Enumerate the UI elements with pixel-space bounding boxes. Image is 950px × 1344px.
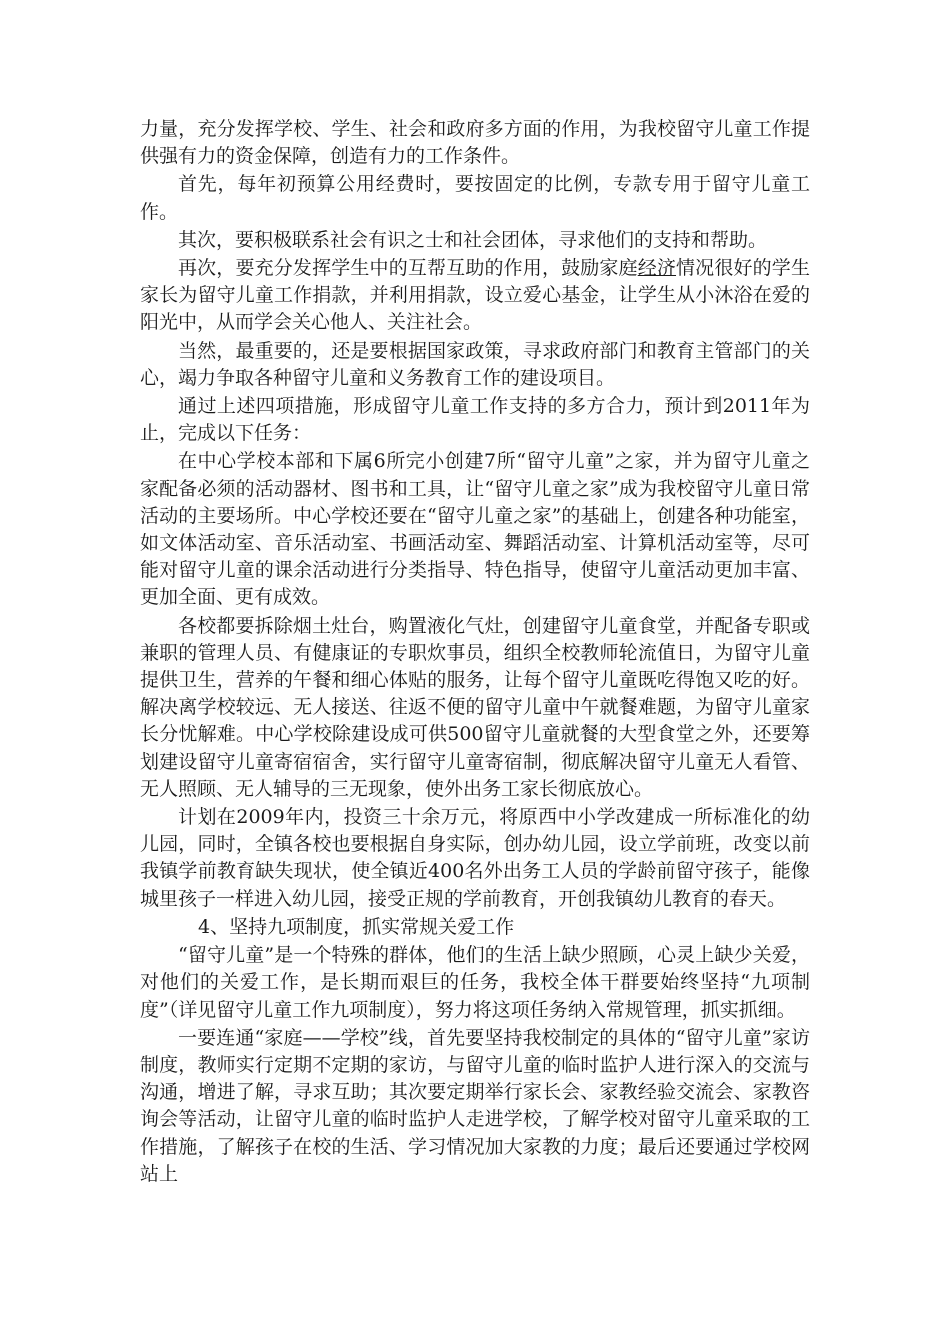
section-heading-4: 4、坚持九项制度，抓实常规关爱工作	[198, 915, 515, 938]
paragraph-third-measure-end: 情况很好的学生家长为留守儿童工作捐款，并利用捐款，设立爱心基金，让学生从小沐浴在爱的阳光中，从而学会关心他人、关注社会。	[140, 257, 810, 334]
paragraph-home-school-link: 一要连通“家庭——学校”线，首先要坚持我校制定的具体的“留守儿童”家访制度，教师实行定期不定期的家访，与留守儿童的临时监护人进行深入的交流与沟通，增进了解，寻求互助；其次要定期举行家长会、家教经验交流会、家教咨询会等活动，让留守儿童的临时监护人走进学校，了解学校对留守儿童采取的工作措施，了解孩子在校的生活、学习情况加大家教的力度；最后还要通过学校网站上	[140, 1026, 810, 1185]
paragraph-third-measure	[140, 255, 810, 337]
paragraph-kindergarten: 计划在2009年内，投资三十余万元，将原西中小学改建成一所标准化的幼儿园，同时，全镇各校也要根据自身实际，创办幼儿园，设立学前班，改变以前我镇学前教育缺失现状，使全镇近400名外出务工人员的学龄前留守孩子，能像城里孩子一样进入幼儿园，接受正规的学前教育，开创我镇幼儿教育的春天。	[140, 806, 810, 910]
paragraph-third-measure-start: 再次，要充分发挥学生中的互帮互助的作用，鼓励家庭	[178, 257, 638, 280]
paragraph-nine-rules: “留守儿童”是一个特殊的群体，他们的生活上缺少照顾，心灵上缺少关爱，对他们的关爱工作，是长期而艰巨的任务，我校全体干群要始终坚持“九项制度”（详见留守儿童工作九项制度），努力将这项任务纳入常规管理，抓实抓细。	[140, 944, 810, 1021]
document-body	[140, 116, 810, 1189]
paragraph-first-measure: 首先，每年初预算公用经费时，要按固定的比例，专款专用于留守儿童工作。	[140, 173, 810, 223]
paragraph-targets-intro: 通过上述四项措施，形成留守儿童工作支持的多方合力，预计到2011年为止，完成以下任务：	[140, 395, 810, 445]
economy-link[interactable]: 经济	[637, 257, 677, 280]
paragraph-funding-intro: 力量，充分发挥学校、学生、社会和政府多方面的作用，为我校留守儿童工作提供强有力的资金保障，创造有力的工作条件。	[140, 118, 810, 168]
paragraph-canteen: 各校都要拆除烟土灶台，购置液化气灶，创建留守儿童食堂，并配备专职或兼职的管理人员、有健康证的专职炊事员，组织全校教师轮流值日，为留守儿童提供卫生，营养的午餐和细心体贴的服务，让每个留守儿童既吃得饱又吃的好。解决离学校较远、无人接送、往返不便的留守儿童中午就餐难题，为留守儿童家长分忧解难。中心学校除建设成可供500留守儿童就餐的大型食堂之外，还要筹划建设留守儿童寄宿宿舍，实行留守儿童寄宿制，彻底解决留守儿童无人看管、无人照顾、无人辅导的三无现象，使外出务工家长彻底放心。	[140, 614, 810, 800]
paragraph-left-behind-home: 在中心学校本部和下属6所完小创建7所“留守儿童”之家，并为留守儿童之家配备必须的活动器材、图书和工具，让“留守儿童之家”成为我校留守儿童日常活动的主要场所。中心学校还要在“留守儿童之家”的基础上，创建各种功能室，如文体活动室、音乐活动室、书画活动室、舞蹈活动室、计算机活动室等，尽可能对留守儿童的课余活动进行分类指导、特色指导，使留守儿童活动更加丰富、更加全面、更有成效。	[140, 450, 810, 609]
paragraph-second-measure: 其次，要积极联系社会有识之士和社会团体，寻求他们的支持和帮助。	[178, 228, 768, 251]
paragraph-fourth-measure: 当然，最重要的，还是要根据国家政策，寻求政府部门和教育主管部门的关心，竭力争取各种留守儿童和义务教育工作的建设项目。	[140, 339, 810, 389]
